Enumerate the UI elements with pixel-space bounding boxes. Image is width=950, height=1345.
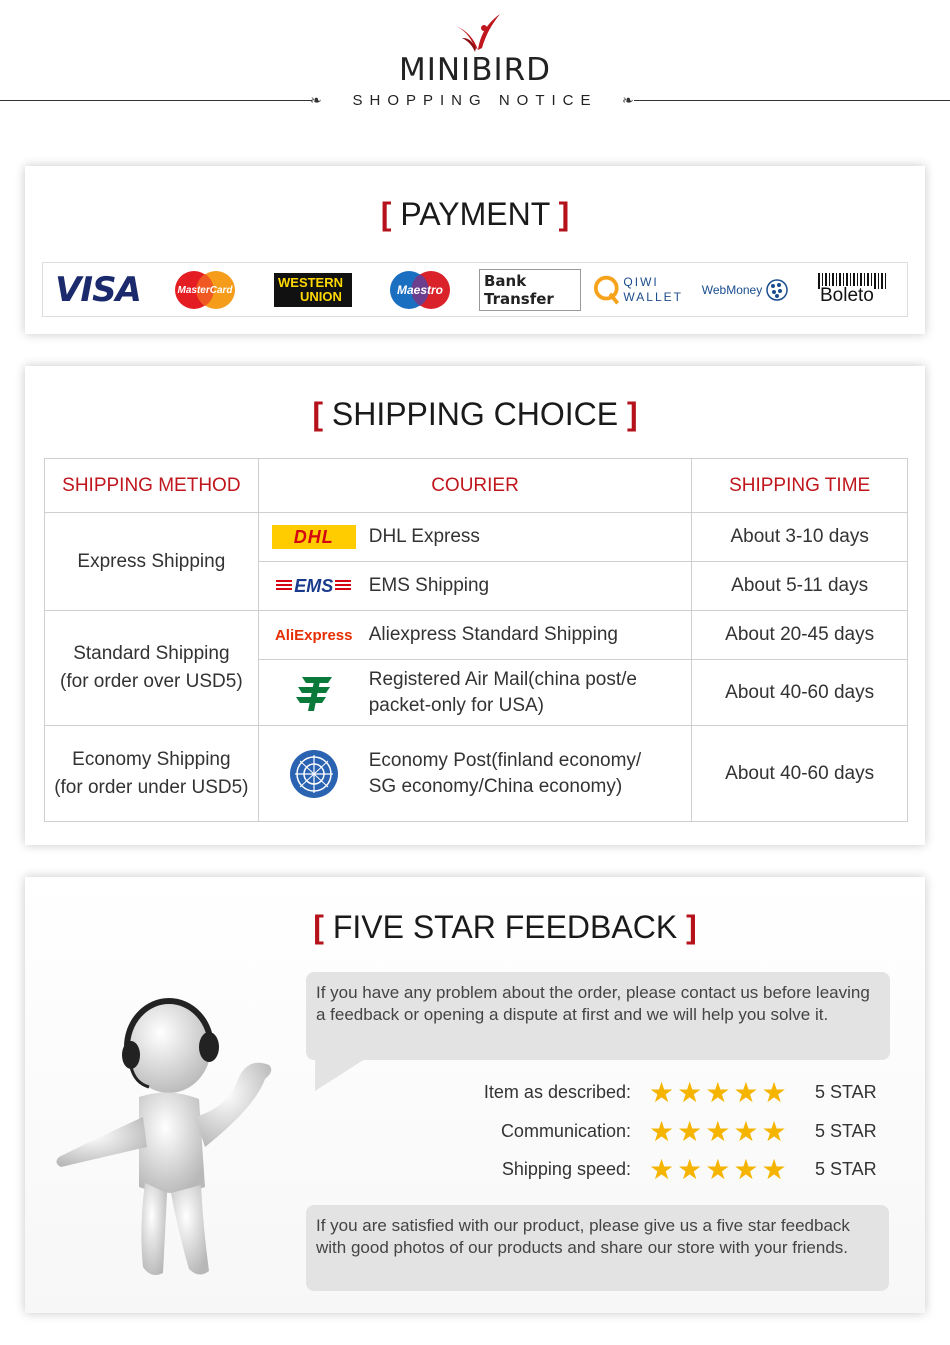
closing-message: If you are satisfied with our product, please give us a five star feedback with good photos of our products and share our store with your friends. xyxy=(306,1205,889,1291)
star-icon: ★ xyxy=(705,1077,731,1108)
header-shipping-method: SHIPPING METHOD xyxy=(45,459,259,513)
star-icon: ★ xyxy=(677,1116,703,1147)
shipping-title: [ SHIPPING CHOICE ] xyxy=(312,396,638,432)
method-express: Express Shipping xyxy=(45,513,259,611)
courier-cell: Ali E xpress Aliexpress Standard Shipping xyxy=(258,611,692,660)
rating-communication: Communication: ★ ★ ★ ★ ★ 5 STAR xyxy=(500,1116,877,1147)
payment-title: [ PAYMENT ] xyxy=(380,196,570,232)
feedback-section xyxy=(25,877,925,1313)
time-cell: About 40-60 days xyxy=(692,660,908,726)
payment-methods-strip xyxy=(42,262,908,317)
table-row xyxy=(45,513,908,562)
feedback-title: [ FIVE STAR FEEDBACK ] xyxy=(313,909,697,945)
star-icon: ★ xyxy=(733,1116,759,1147)
star-icon: ★ xyxy=(733,1077,759,1108)
shopping-notice-label: SHOPPING NOTICE xyxy=(352,92,598,109)
star-icon: ★ xyxy=(677,1077,703,1108)
divider-right xyxy=(634,100,950,101)
qiwi-wallet-logo-icon: QIWI WALLET xyxy=(593,269,683,311)
star-icon: ★ xyxy=(677,1154,703,1185)
maestro-logo-icon: Maestro xyxy=(388,269,452,311)
five-stars-icon xyxy=(649,1118,787,1146)
intro-message: If you have any problem about the order, please contact us before leaving a feedback or opening a dispute at first and we will help you solve it. xyxy=(306,972,890,1060)
rating-item-described: Item as described: ★ ★ ★ ★ ★ 5 STAR xyxy=(483,1077,877,1108)
method-economy: Economy Shipping (for order under USD5) xyxy=(45,726,259,822)
bird-logo-icon xyxy=(448,8,508,58)
un-postal-logo-icon xyxy=(259,747,369,801)
time-cell: About 40-60 days xyxy=(692,726,908,822)
visa-logo-icon: VISA xyxy=(55,270,141,310)
star-icon: ★ xyxy=(649,1077,675,1108)
star-icon: ★ xyxy=(649,1154,675,1185)
star-icon: ★ xyxy=(761,1077,787,1108)
dhl-logo-icon: DHL xyxy=(259,525,369,549)
page-header xyxy=(0,0,950,130)
table-row xyxy=(45,726,908,822)
time-cell: About 5-11 days xyxy=(692,562,908,611)
payment-section xyxy=(25,166,925,334)
webmoney-logo-icon: WebMoney xyxy=(697,269,793,311)
star-icon: ★ xyxy=(733,1154,759,1185)
star-icon: ★ xyxy=(761,1116,787,1147)
star-icon: ★ xyxy=(705,1154,731,1185)
aliexpress-logo-icon: Ali E xpress xyxy=(274,626,353,644)
five-stars-icon xyxy=(649,1156,787,1184)
five-stars-icon xyxy=(649,1079,787,1107)
shipping-table xyxy=(44,458,908,822)
table-header-row xyxy=(45,459,908,513)
swirl-right-icon: ❧ xyxy=(622,92,634,108)
boleto-logo-icon: Boleto xyxy=(817,269,887,311)
header-courier: COURIER xyxy=(258,459,692,513)
brand-name: MINIBIRD xyxy=(398,52,552,88)
star-icon: ★ xyxy=(705,1116,731,1147)
rating-shipping-speed: Shipping speed: ★ ★ ★ ★ ★ 5 STAR xyxy=(501,1154,877,1185)
time-cell: About 3-10 days xyxy=(692,513,908,562)
bank-transfer-logo-icon: Bank Transfer xyxy=(479,269,581,311)
western-union-logo-icon: WESTERN UNION xyxy=(273,269,353,311)
courier-cell: EMS EMS Shipping xyxy=(258,562,692,611)
courier-cell: DHL DHL Express xyxy=(258,513,692,562)
table-row xyxy=(45,611,908,660)
shipping-section xyxy=(25,366,925,845)
china-post-logo-icon xyxy=(259,673,369,713)
header-shipping-time: SHIPPING TIME xyxy=(692,459,908,513)
support-person-icon xyxy=(39,987,279,1287)
courier-cell: Economy Post(finland economy/ SG economy/China economy) xyxy=(258,726,692,822)
method-standard: Standard Shipping (for order over USD5) xyxy=(45,611,259,726)
mastercard-logo-icon: MasterCard xyxy=(173,269,237,311)
star-icon: ★ xyxy=(761,1154,787,1185)
ems-logo-icon: EMS xyxy=(259,576,369,597)
time-cell: About 20-45 days xyxy=(692,611,908,660)
swirl-left-icon: ❧ xyxy=(310,92,322,108)
star-icon: ★ xyxy=(649,1116,675,1147)
courier-cell: Registered Air Mail(china post/e packet-only for USA) xyxy=(258,660,692,726)
